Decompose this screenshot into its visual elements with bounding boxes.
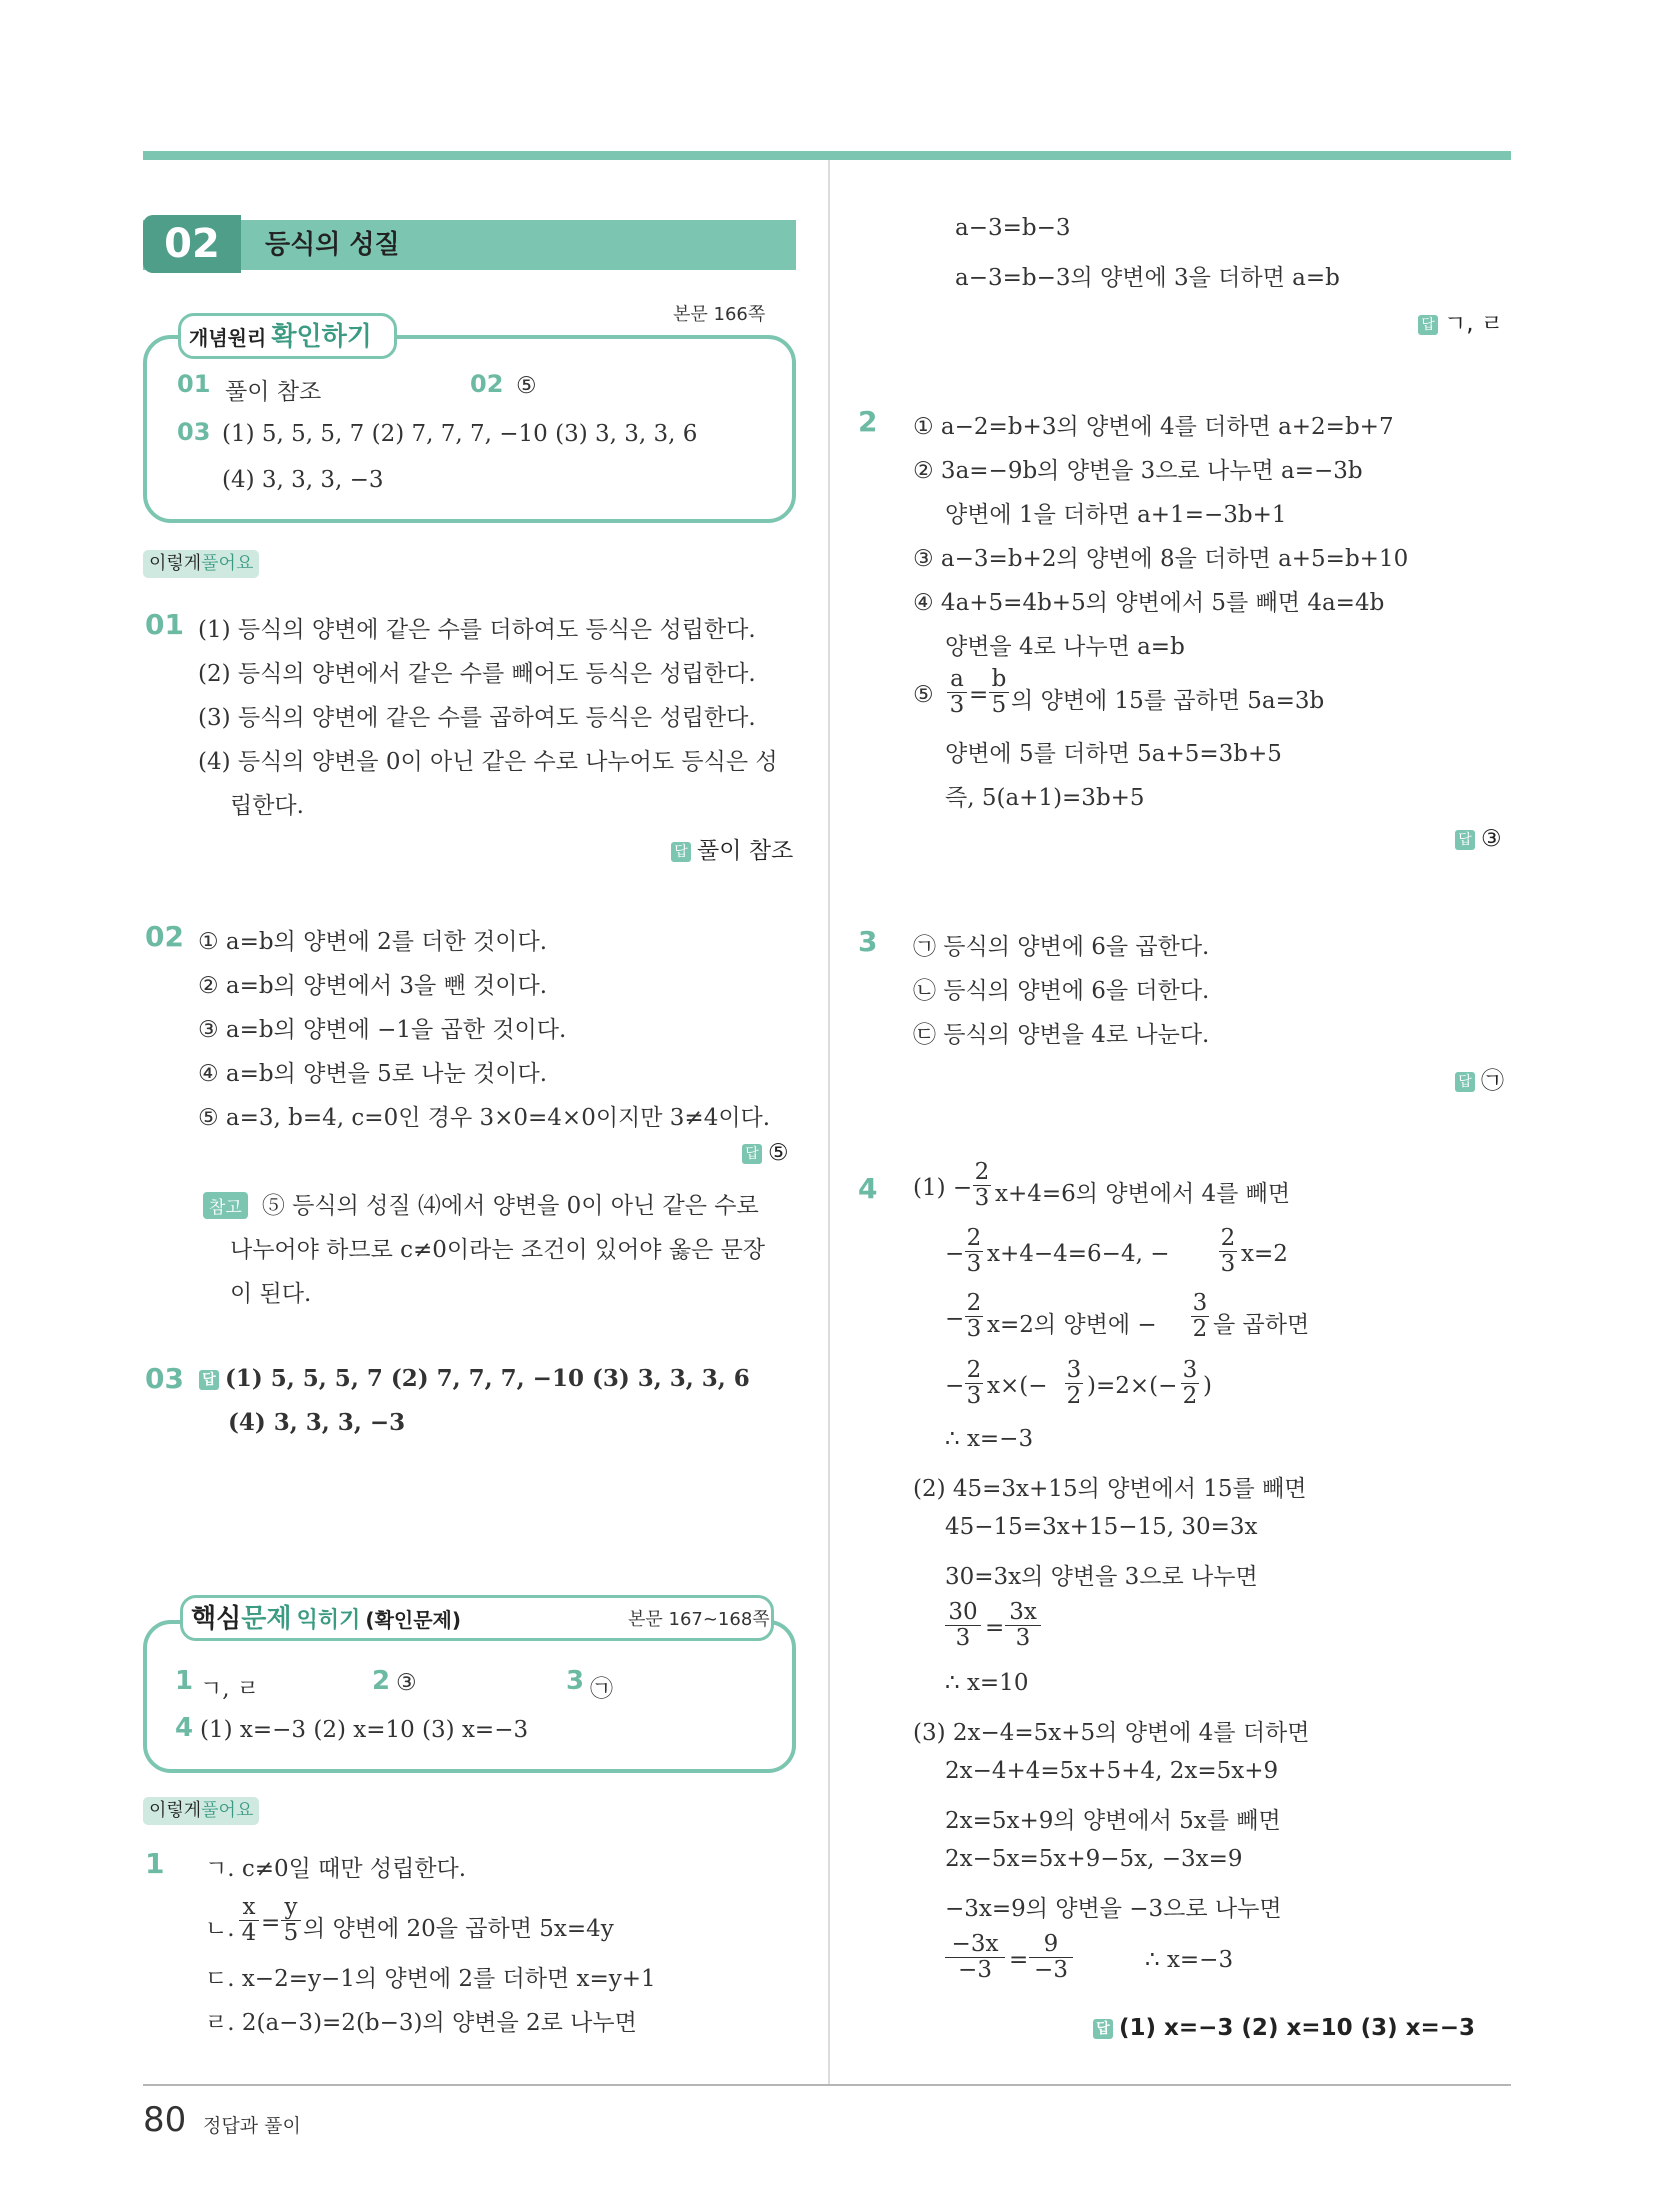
s02-line1: ① a=b의 양변에 2를 더한 것이다. (198, 929, 548, 955)
p2-line8: 양변에 5를 더하면 5a+5=3b+5 (945, 741, 1282, 767)
p4-c-line4: 2x−5x=5x+9−5x, −3x=9 (945, 1846, 1243, 1872)
p4-answer-text: (1) x=−3 (2) x=10 (3) x=−3 (1119, 2015, 1475, 2041)
fraction (1181, 1358, 1199, 1409)
fraction (965, 1291, 983, 1342)
pill-label-b: 풀어요 (201, 553, 254, 574)
p3-line2: ㉡ 등식의 양변에 6을 더한다. (913, 978, 1210, 1004)
core-number-1: 1 (175, 1666, 194, 1696)
s02-line5: ⑤ a=3, b=4, c=0인 경우 3×0=4×0이지만 3≠4이다. (198, 1105, 771, 1131)
s02-note-line2: 나누어야 하므로 c≠0이라는 조건이 있어야 옳은 문장 (230, 1237, 766, 1263)
p3-line3: ㉢ 등식의 양변을 4로 나눈다. (913, 1022, 1210, 1048)
p4-c-line6 (945, 1932, 1265, 1984)
core-answer-4: (1) x=−3 (2) x=10 (3) x=−3 (200, 1717, 529, 1743)
p1-answer-text: ㄱ, ㄹ (1444, 311, 1504, 337)
p4-b-line3: 30=3x의 양변을 3으로 나누면 (945, 1564, 1258, 1590)
s01-line5: 립한다. (230, 793, 304, 819)
answer-icon: 답 (1418, 315, 1438, 335)
p4-a-line2 (945, 1226, 1365, 1278)
s02-line3: ③ a=b의 양변에 −1을 곱한 것이다. (198, 1017, 567, 1043)
text: = (985, 1615, 1005, 1641)
fraction-denominator: 3 (1220, 1251, 1236, 1277)
text: x+4−4=6−4, − (987, 1241, 1170, 1267)
text: ∴ x=−3 (1145, 1947, 1234, 1973)
pill-label-a: 이렇게 (149, 553, 202, 574)
fraction-denominator: 3 (1005, 1625, 1041, 1651)
tab-label-b: 확인하기 (271, 322, 372, 352)
fraction-denominator: −3 (945, 1957, 1005, 1983)
pill-label-b: 풀어요 (201, 1800, 254, 1821)
p4-b-line5: ∴ x=10 (945, 1670, 1029, 1696)
p1-line4: ㄹ. 2(a−3)=2(b−3)의 양변을 2로 나누면 (205, 2010, 637, 2036)
fraction (1219, 1226, 1237, 1277)
solution-pill-2 (143, 1797, 259, 1825)
p1-l2-suffix: 의 양변에 20을 곱하면 5x=4y (303, 1916, 614, 1942)
s02-answer-text: ⑤ (768, 1140, 789, 1166)
s01-line2: (2) 등식의 양변에서 같은 수를 빼어도 등식은 성립한다. (198, 661, 756, 687)
p2-line2: ② 3a=−9b의 양변을 3으로 나누면 a=−3b (913, 458, 1363, 484)
text: (1) − (913, 1175, 973, 1201)
fraction-numerator: y (284, 1894, 298, 1920)
fraction-numerator: 2 (966, 1225, 982, 1251)
fraction (1005, 1600, 1041, 1651)
fraction (1191, 1291, 1209, 1342)
problem-number-2: 2 (858, 405, 878, 438)
s03-line1-text: (1) 5, 5, 5, 7 (2) 7, 7, 7, −10 (3) 3, 3, 3, 6 (225, 1365, 750, 1392)
p4-c-line5: −3x=9의 양변을 −3으로 나누면 (945, 1896, 1282, 1922)
check-number-02: 02 (470, 370, 504, 398)
fraction (239, 1895, 259, 1946)
s02-line2: ② a=b의 양변에서 3을 뺀 것이다. (198, 973, 548, 999)
p1-l2-prefix: ㄴ. (205, 1916, 235, 1942)
tab-core: 핵심 (191, 1604, 242, 1634)
p4-c-line1: (3) 2x−4=5x+5의 양변에 4를 더하면 (913, 1720, 1310, 1746)
p2-answer-text: ③ (1481, 826, 1502, 852)
text: − (945, 1373, 965, 1399)
fraction-denominator: 2 (1066, 1383, 1082, 1409)
p4-b-line4 (945, 1600, 1145, 1652)
p1-right-line1: a−3=b−3 (955, 215, 1071, 241)
s01-answer (671, 832, 793, 865)
p1-line1: ㄱ. c≠0일 때만 성립한다. (205, 1856, 467, 1882)
p1-l2-equal: = (261, 1910, 281, 1936)
fraction-numerator: −3x (951, 1931, 999, 1957)
p4-a-line4 (945, 1358, 1365, 1410)
text: x=2의 양변에 − (987, 1312, 1157, 1338)
core-answer-3: ㉠ (590, 1676, 613, 1702)
s02-answer (742, 1140, 789, 1166)
tab-practice: 익히기 (296, 1608, 361, 1633)
fraction-numerator: 9 (1043, 1931, 1059, 1957)
p3-line1: ㉠ 등식의 양변에 6을 곱한다. (913, 934, 1210, 960)
p2-l7-prefix: ⑤ (913, 682, 934, 708)
s01-line1: (1) 등식의 양변에 같은 수를 더하여도 등식은 성립한다. (198, 617, 756, 643)
section-number: 02 (143, 215, 241, 273)
check-answer-02: ⑤ (516, 373, 537, 399)
top-accent-bar (143, 151, 1511, 160)
text: x×(− (987, 1373, 1048, 1399)
fraction-numerator: b (991, 666, 1007, 692)
text: x+4=6의 양변에서 4를 빼면 (995, 1181, 1291, 1207)
fraction (1065, 1358, 1083, 1409)
fraction (989, 667, 1009, 718)
p4-a-line5: ∴ x=−3 (945, 1426, 1034, 1452)
core-answer-2: ③ (396, 1670, 417, 1696)
fraction-numerator: 2 (966, 1357, 982, 1383)
check-answer-03-line1: (1) 5, 5, 5, 7 (2) 7, 7, 7, −10 (3) 3, 3, 3, 6 (222, 421, 698, 447)
fraction-denominator: 4 (239, 1920, 259, 1946)
tab-label-a: 개념원리 (189, 326, 267, 350)
text: )=2×(− (1087, 1373, 1178, 1399)
fraction-numerator: 2 (1220, 1225, 1236, 1251)
fraction-numerator: x (242, 1894, 256, 1920)
check-number-03: 03 (177, 418, 211, 446)
p1-line3: ㄷ. x−2=y−1의 양변에 2를 더하면 x=y+1 (205, 1966, 656, 1992)
p2-line1: ① a−2=b+3의 양변에 4를 더하면 a+2=b+7 (913, 414, 1394, 440)
p1-right-line2: a−3=b−3의 양변에 3을 더하면 a=b (955, 265, 1340, 291)
p4-a-line3 (945, 1291, 1365, 1343)
answer-icon: 답 (1455, 830, 1475, 850)
fraction-numerator: 30 (948, 1599, 978, 1625)
page-label: 정답과 풀이 (203, 2115, 301, 2137)
fraction (945, 1932, 1005, 1983)
problem-number-4: 4 (858, 1172, 878, 1205)
fraction (965, 1358, 983, 1409)
core-number-4: 4 (175, 1713, 194, 1743)
solution-number-01: 01 (145, 608, 184, 641)
fraction-numerator: 3x (1009, 1599, 1037, 1625)
p2-answer (1455, 826, 1502, 852)
fraction-numerator: a (950, 666, 964, 692)
problem-number-3: 3 (858, 925, 878, 958)
s02-note-text1: ⑤ 등식의 성질 ⑷에서 양변을 0이 아닌 같은 수로 (261, 1193, 759, 1219)
core-number-2: 2 (372, 1666, 391, 1696)
p4-b-line1: (2) 45=3x+15의 양변에서 15를 빼면 (913, 1476, 1307, 1502)
fraction-denominator: 3 (974, 1185, 990, 1211)
fraction-denominator: −3 (1029, 1957, 1073, 1983)
s01-answer-text: 풀이 참조 (697, 838, 794, 864)
fraction (1029, 1932, 1073, 1983)
tab-confirm: (확인문제) (365, 1608, 461, 1632)
s03-line2: (4) 3, 3, 3, −3 (228, 1409, 406, 1436)
fraction-numerator: 3 (1066, 1357, 1082, 1383)
s03-line1 (199, 1365, 750, 1392)
answer-icon: 답 (1455, 1072, 1475, 1092)
fraction-denominator: 3 (947, 692, 967, 718)
text: x=2 (1241, 1241, 1288, 1267)
text: 을 곱하면 (1213, 1312, 1310, 1338)
answer-icon: 답 (671, 842, 691, 862)
page-number: 80 (143, 2100, 187, 2140)
p4-answer (1093, 2015, 1475, 2041)
answer-icon: 답 (742, 1144, 762, 1164)
note-tag: 참고 (203, 1192, 248, 1219)
s01-line4: (4) 등식의 양변을 0이 아닌 같은 수로 나누어도 등식은 성 (198, 749, 778, 775)
p2-l7-suffix: 의 양변에 15를 곱하면 5a=3b (1011, 688, 1325, 714)
solution-number-02: 02 (145, 920, 184, 953)
concept-check-tab (178, 313, 397, 359)
p4-c-line3: 2x=5x+9의 양변에서 5x를 빼면 (945, 1808, 1281, 1834)
fraction-denominator: 2 (1192, 1316, 1208, 1342)
page-reference: 본문 166쪽 (673, 304, 766, 325)
answer-icon: 답 (1093, 2019, 1113, 2039)
bottom-rule (143, 2084, 1511, 2086)
column-divider (828, 160, 830, 2084)
fraction (281, 1895, 301, 1946)
s01-line3: (3) 등식의 양변에 같은 수를 곱하여도 등식은 성립한다. (198, 705, 756, 731)
check-answer-03-line2: (4) 3, 3, 3, −3 (222, 467, 384, 493)
fraction (947, 667, 967, 718)
pill-label-a: 이렇게 (149, 1800, 202, 1821)
tab-problem: 문제 (241, 1604, 292, 1634)
fraction (965, 1226, 983, 1277)
fraction-numerator: 2 (966, 1290, 982, 1316)
problem-number-1: 1 (145, 1847, 165, 1880)
p2-line6: 양변을 4로 나누면 a=b (945, 634, 1185, 660)
page-reference-2: 본문 167~168쪽 (628, 1609, 770, 1630)
p4-c-line2: 2x−4+4=5x+5+4, 2x=5x+9 (945, 1758, 1279, 1784)
p3-answer-text: ㉠ (1481, 1068, 1504, 1094)
s02-note-line1 (203, 1187, 759, 1220)
fraction-denominator: 3 (966, 1383, 982, 1409)
fraction-denominator: 3 (966, 1316, 982, 1342)
core-answer-1: ㄱ, ㄹ (200, 1676, 260, 1702)
s02-note-line3: 이 된다. (230, 1281, 312, 1307)
fraction (973, 1160, 991, 1211)
text: = (1009, 1947, 1029, 1973)
fraction (945, 1600, 981, 1651)
p2-line4: ③ a−3=b+2의 양변에 8을 더하면 a+5=b+10 (913, 546, 1409, 572)
p1-answer (1418, 305, 1503, 338)
text: − (945, 1306, 965, 1332)
p2-line5: ④ 4a+5=4b+5의 양변에서 5를 빼면 4a=4b (913, 590, 1385, 616)
s02-line4: ④ a=b의 양변을 5로 나눈 것이다. (198, 1061, 548, 1087)
fraction-numerator: 2 (974, 1159, 990, 1185)
text: ) (1203, 1373, 1212, 1399)
section-title: 등식의 성질 (265, 230, 400, 260)
fraction-denominator: 2 (1182, 1383, 1198, 1409)
fraction-denominator: 3 (966, 1251, 982, 1277)
p3-answer (1455, 1062, 1504, 1095)
fraction-denominator: 5 (281, 1920, 301, 1946)
p2-line3: 양변에 1을 더하면 a+1=−3b+1 (945, 502, 1287, 528)
p2-line9: 즉, 5(a+1)=3b+5 (945, 785, 1145, 811)
p4-b-line2: 45−15=3x+15−15, 30=3x (945, 1514, 1258, 1540)
solution-number-03: 03 (145, 1362, 184, 1395)
check-answer-01: 풀이 참조 (225, 379, 322, 405)
fraction-numerator: 3 (1182, 1357, 1198, 1383)
fraction-numerator: 3 (1192, 1290, 1208, 1316)
answer-icon: 답 (199, 1370, 219, 1390)
p4-a-line1 (913, 1160, 1393, 1212)
solution-pill (143, 550, 259, 578)
check-number-01: 01 (177, 370, 211, 398)
fraction-denominator: 3 (945, 1625, 981, 1651)
fraction-denominator: 5 (989, 692, 1009, 718)
text: − (945, 1241, 965, 1267)
p2-l7-equal: = (969, 682, 989, 708)
core-number-3: 3 (566, 1666, 585, 1696)
